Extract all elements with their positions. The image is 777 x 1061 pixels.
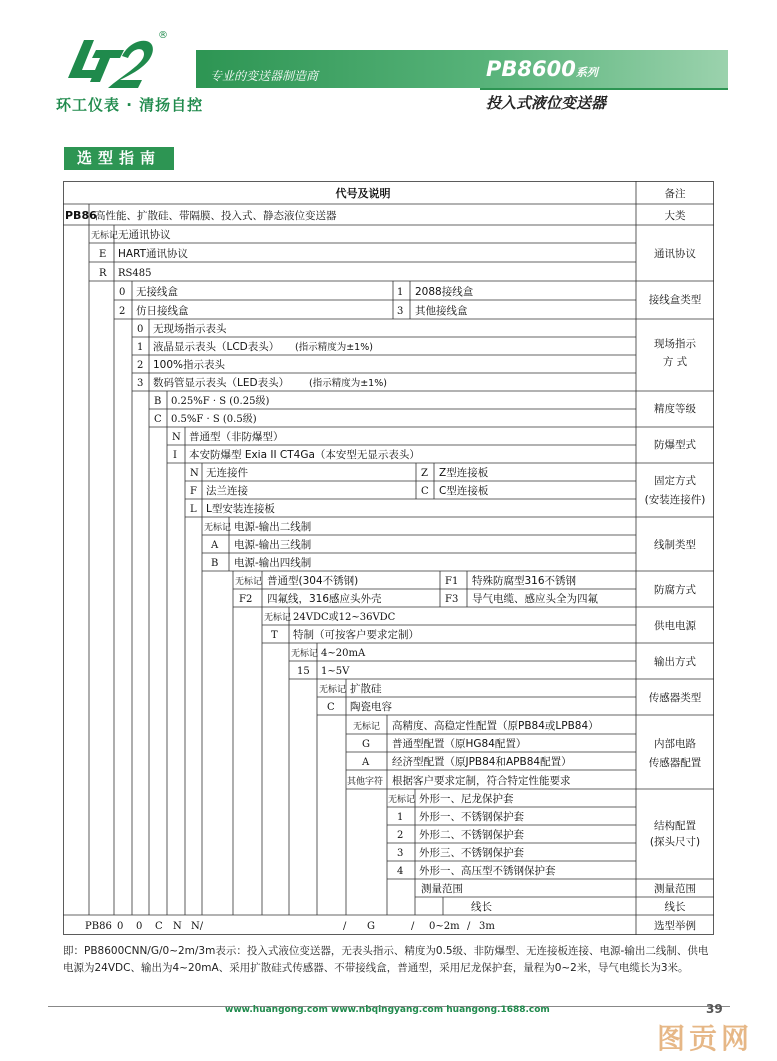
example-part-1: 0 (117, 921, 124, 932)
cat-disp-1: 现场指示 (654, 338, 696, 350)
inner-desc-0: 高精度、高稳定性配置（原PB84或LPB84） (392, 720, 599, 732)
cat-main: 大类 (664, 210, 686, 222)
model-title (486, 57, 598, 81)
disp-desc-2: 100%指示表头 (153, 359, 226, 371)
example-part-7: G (367, 921, 375, 932)
cat-sensor: 传感器类型 (648, 692, 702, 704)
header-underline (480, 88, 728, 90)
anti-desc-0: 普通型(304不锈钢) (267, 575, 359, 587)
disp-desc-3: 数码管显示表头（LED表头） (153, 377, 290, 389)
cat-mount-1: 固定方式 (654, 475, 696, 487)
inner-desc-3: 根据客户要求定制，符合特定性能要求 (392, 775, 571, 787)
struct-code-1: 1 (397, 812, 404, 823)
sensor-desc-0: 扩散硅 (350, 683, 382, 695)
box-desc-3: 其他接线盒 (415, 305, 468, 317)
wire-code-1: A (211, 540, 219, 551)
cat-box: 接线盒类型 (648, 294, 702, 306)
range-label: 测量范围 (421, 883, 463, 895)
acc-code-0: B (154, 396, 162, 407)
cat-cable: 线长 (664, 901, 686, 913)
out-code-0: 无标记 (291, 649, 319, 659)
cat-ex: 防爆型式 (654, 439, 696, 451)
wire-desc-1: 电源-输出三线制 (234, 539, 312, 551)
cat-power: 供电电源 (654, 620, 696, 632)
power-code-0: 无标记 (264, 613, 292, 623)
disp-note-1: (指示精度为±1%) (295, 342, 373, 353)
watermark: 图贡网 (657, 1022, 754, 1055)
example-part-10: / (467, 921, 471, 932)
anti-code-1: F1 (445, 576, 459, 587)
cat-anti: 防腐方式 (654, 584, 696, 596)
comm-code-2: R (99, 268, 107, 279)
inner-code-2: A (362, 757, 370, 768)
footer-links: www.huangong.com www.nbqingyang.com huangong.1688.com (225, 1005, 550, 1015)
struct-desc-3: 外形三、不锈钢保护套 (419, 847, 524, 859)
box-code-3: 3 (397, 306, 404, 317)
registered-mark: ® (158, 30, 168, 41)
anti-code-0: 无标记 (235, 577, 263, 587)
disp-code-3: 3 (137, 378, 144, 389)
box-code-2: 2 (119, 306, 126, 317)
cat-comm: 通讯协议 (654, 248, 696, 260)
struct-code-4: 4 (397, 866, 404, 877)
cat-out: 输出方式 (654, 656, 696, 668)
ex-desc-0: 普通型（非防爆型） (189, 431, 284, 443)
page-number: 39 (706, 1002, 723, 1016)
mount-code-3: C (421, 486, 429, 497)
inner-desc-1: 普通型配置（原HG84配置） (392, 738, 527, 750)
example-part-5: N/ (191, 921, 204, 932)
footnote: 即：PB8600CNN/G/0~2m/3m表示：投入式液位变送器，无表头指示、精度为0.5级、非防爆型、无连接板连接、电源-输出二线制、供电电源为24VDC、输出为4~20mA、采用扩散硅式传感器、不带接线盒，普通型，采用尼龙保护套，量程为0~2米，导气电缆长为3米。 (63, 945, 709, 974)
struct-desc-1: 外形一、不锈钢保护套 (419, 811, 524, 823)
mount-code-1: Z (421, 468, 428, 479)
sensor-desc-1: 陶瓷电容 (350, 701, 392, 713)
box-code-1: 1 (397, 287, 404, 298)
header-note: 备注 (664, 188, 686, 200)
struct-code-0: 无标记 (388, 795, 416, 805)
struct-desc-4: 外形一、高压型不锈钢保护套 (419, 865, 556, 877)
mount-code-2: F (190, 486, 197, 497)
disp-code-2: 2 (137, 360, 144, 371)
disp-code-1: 1 (137, 342, 144, 353)
logo-text: 环工仪表 · 清扬自控 (56, 96, 204, 114)
anti-code-2: F2 (239, 594, 253, 605)
comm-code-1: E (99, 249, 107, 260)
wire-code-0: 无标记 (204, 523, 232, 533)
example-part-4: N (173, 921, 182, 932)
mount-desc-1: Z型连接板 (439, 467, 489, 479)
inner-code-3: 其他字符 (347, 777, 384, 787)
example-part-8: / (411, 921, 415, 932)
model-name: PB8600 (486, 57, 576, 81)
out-desc-0: 4~20mA (321, 648, 366, 659)
cat-example: 选型举例 (654, 920, 696, 932)
inner-code-1: G (362, 739, 370, 750)
slogan: 专业的变送器制造商 (210, 69, 319, 83)
acc-code-1: C (154, 414, 162, 425)
inner-code-0: 无标记 (353, 722, 381, 732)
struct-code-3: 3 (397, 848, 404, 859)
disp-desc-0: 无现场指示表头 (153, 323, 227, 335)
ex-code-0: N (172, 432, 181, 443)
sensor-code-0: 无标记 (319, 685, 347, 695)
power-desc-1: 特制（可按客户要求定制） (293, 629, 419, 641)
disp-note-3: (指示精度为±1%) (309, 378, 387, 389)
mount-desc-3: C型连接板 (439, 485, 489, 497)
cat-range: 测量范围 (654, 883, 696, 895)
struct-desc-2: 外形二、不锈钢保护套 (419, 829, 524, 841)
anti-desc-3: 导气电缆、感应头全为四氟 (472, 593, 598, 605)
cat-mount-2: (安装连接件) (644, 494, 706, 506)
mount-desc-2: 法兰连接 (206, 485, 248, 497)
prefix-desc: 高性能、扩散硅、带隔膜、投入式、静态液位变送器 (95, 210, 337, 222)
out-desc-1: 1~5V (321, 666, 350, 677)
comm-desc-1: HART通讯协议 (118, 248, 189, 260)
acc-desc-0: 0.25%F · S (0.25级) (171, 396, 270, 407)
example-part-2: 0 (136, 921, 143, 932)
product-title: 投入式液位变送器 (486, 94, 607, 112)
wire-desc-0: 电源-输出二线制 (234, 521, 312, 533)
anti-desc-1: 特殊防腐型316不锈钢 (472, 575, 577, 587)
cat-struct-1: 结构配置 (654, 820, 696, 832)
series-label: 系列 (575, 66, 598, 79)
mount-code-4: L (190, 504, 197, 515)
anti-desc-2: 四氟线，316感应头外壳 (267, 593, 382, 605)
cat-inner-1: 内部电路 (654, 738, 696, 750)
disp-code-0: 0 (137, 324, 144, 335)
comm-code-0: 无标记 (91, 231, 119, 241)
mount-desc-4: L型安装连接板 (206, 503, 275, 515)
box-desc-2: 仿日接线盒 (136, 305, 189, 317)
struct-code-2: 2 (397, 830, 404, 841)
header-code: 代号及说明 (335, 187, 391, 200)
comm-desc-2: RS485 (118, 268, 152, 279)
example-part-6: / (343, 921, 347, 932)
out-code-1: 15 (297, 666, 310, 677)
box-code-0: 0 (119, 287, 126, 298)
example-part-11: 3m (479, 921, 495, 932)
power-code-1: T (271, 630, 278, 641)
anti-code-3: F3 (445, 594, 459, 605)
ex-code-1: I (173, 450, 177, 461)
cat-inner-2: 传感器配置 (648, 757, 702, 769)
box-desc-1: 2088接线盒 (415, 286, 474, 298)
ex-desc-1: 本安防爆型 Exia II CT4Ga（本安型无显示表头） (189, 449, 420, 461)
cat-acc: 精度等级 (654, 403, 696, 415)
section-title: 选型指南 (64, 147, 174, 170)
disp-desc-1: 液晶显示表头（LCD表头） (153, 341, 280, 353)
example-part-3: C (155, 921, 163, 932)
cat-struct-2: (探头尺寸) (649, 836, 701, 848)
company-logo (62, 30, 162, 92)
example-part-9: 0~2m (429, 921, 460, 932)
mount-code-0: N (190, 468, 199, 479)
box-desc-0: 无接线盒 (136, 286, 178, 298)
prefix-code: PB86 (65, 209, 97, 222)
struct-desc-0: 外形一、尼龙保护套 (419, 793, 514, 805)
example-part-0: PB86 (85, 921, 112, 932)
cat-wire: 线制类型 (654, 539, 696, 551)
cable-label: 线长 (471, 901, 492, 913)
wire-code-2: B (211, 558, 219, 569)
cat-disp-2: 方 式 (662, 356, 688, 368)
mount-desc-0: 无连接件 (206, 467, 248, 479)
sensor-code-1: C (327, 702, 335, 713)
wire-desc-2: 电源-输出四线制 (234, 557, 312, 569)
comm-desc-0: 无通讯协议 (118, 229, 171, 241)
inner-desc-2: 经济型配置（原JPB84和APB84配置） (392, 756, 572, 768)
acc-desc-1: 0.5%F · S (0.5级) (171, 414, 257, 425)
power-desc-0: 24VDC或12~36VDC (293, 612, 396, 623)
selection-table (63, 181, 714, 935)
